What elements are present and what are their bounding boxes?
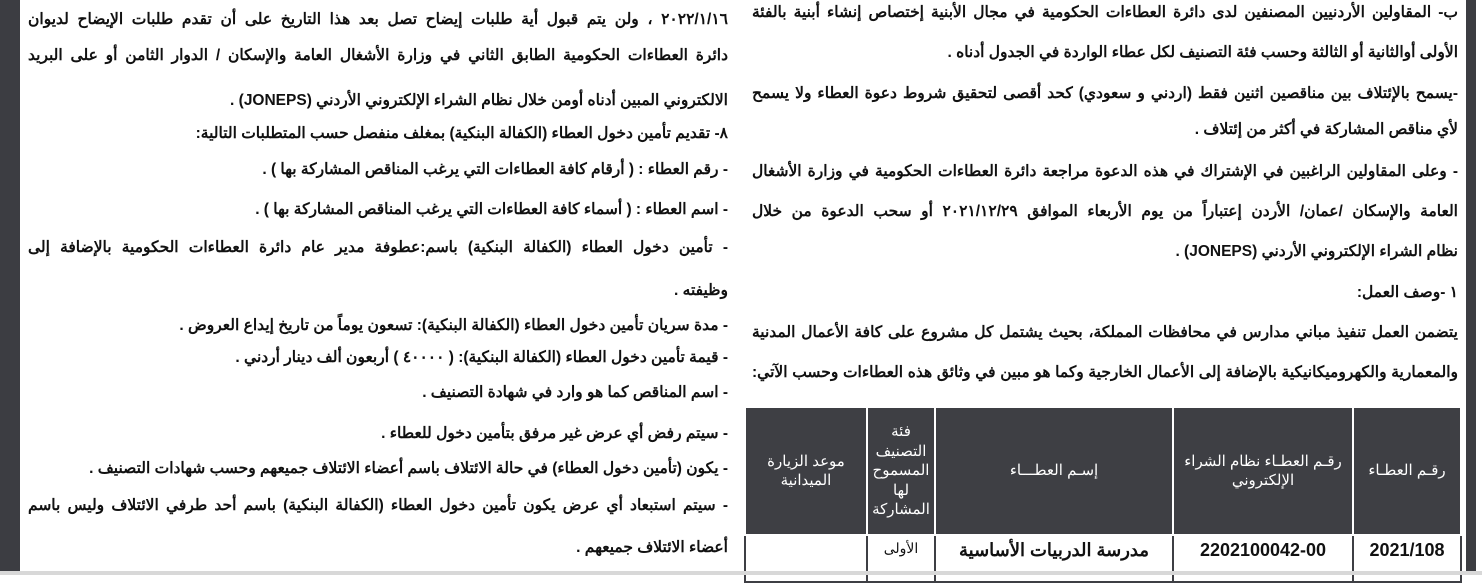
text-line: ب- المقاولين الأردنيين المصنفين لدى دائرة العطاءات الحكومية في مجال الأبنية إختصاص إنشاء أبنية بالفئة xyxy=(752,4,1458,21)
column-divider-bar xyxy=(1466,0,1476,575)
text-line: - تأمين دخول العطاء (الكفالة البنكية) باسم:عطوفة مدير عام دائرة العطاءات الحكومية بالإضافة إلى xyxy=(28,239,728,256)
text-line: العامة والإسكان /عمان/ الأردن إعتباراً من يوم الأربعاء الموافق ٢٠٢١/١٢/٢٩ أو سحب الدعوة من خلال xyxy=(752,203,1458,220)
text-line: - رقم العطاء : ( أرقام كافة العطاءات التي يرغب المناقص المشاركة بها ) . xyxy=(262,161,728,178)
text-line: ٢٠٢٢/١/١٦ ، ولن يتم قبول أية طلبات إيضاح تصل بعد هذا التاريخ على أن تقدم طلبات الإيضاح لديوان xyxy=(28,11,728,28)
text-line: والمعمارية والكهروميكانيكية بالإضافة إلى الأعمال الخارجية وكما هو مبين في وثائق هذه العطاءات وحسب الآتي: xyxy=(752,364,1458,381)
section-heading: ١ -وصف العمل: xyxy=(1356,284,1458,301)
tenders-table xyxy=(744,406,1462,583)
text-line: - اسم المناقص كما هو وارد في شهادة التصنيف . xyxy=(422,384,728,401)
cell-eprocurement-number: 2202100042-00 xyxy=(1173,535,1353,582)
cell-classification: الأولى xyxy=(867,535,935,582)
bottom-edge xyxy=(0,571,1482,575)
header-eprocurement-number: رقـم العطـاء نظام الشراء الإلكتروني xyxy=(1173,407,1353,535)
table-header-row xyxy=(745,407,1461,535)
cell-tender-number: 2021/108 xyxy=(1353,535,1461,582)
text-line: - مدة سريان تأمين دخول العطاء (الكفالة البنكية): تسعون يوماً من تاريخ إيداع العروض . xyxy=(179,317,728,334)
text-line: - يكون (تأمين دخول العطاء) في حالة الائتلاف باسم أعضاء الائتلاف جميعهم وحسب شهادات التصنيف . xyxy=(89,460,728,477)
text-line: دائرة العطاءات الحكومية الطابق الثاني في وزارة الأشغال العامة والإسكان / الدوار الثامن أو على البريد xyxy=(28,47,728,64)
page-edge-bar-left xyxy=(0,0,20,575)
text-line: نظام الشراء الإلكتروني الأردني (JONEPS) . xyxy=(1175,243,1458,260)
text-line: - قيمة تأمين دخول العطاء (الكفالة البنكية): ( ٤٠٠٠٠ ) أربعون ألف دينار أردني . xyxy=(235,349,728,366)
text-line: - سيتم رفض أي عرض غير مرفق بتأمين دخول للعطاء . xyxy=(381,425,728,442)
text-line: -يسمح بالإئتلاف بين مناقصين اثنين فقط (اردني و سعودي) كحد أقصى لتحقيق شروط دعوة العطاء ولا يسمح xyxy=(752,85,1458,102)
text-line: - سيتم استبعاد أي عرض يكون تأمين دخول العطاء (الكفالة البنكية) باسم أحد طرفي الائتلاف وليس باسم xyxy=(28,497,728,514)
cell-tender-name: مدرسة الدربيات الأساسية xyxy=(935,535,1173,582)
header-tender-name: إسـم العطـــاء xyxy=(935,407,1173,535)
text-line: ٨- تقديم تأمين دخول العطاء (الكفالة البنكية) بمغلف منفصل حسب المتطلبات التالية: xyxy=(195,125,728,142)
header-tender-number: رقـم العطـاء xyxy=(1353,407,1461,535)
text-line: الأولى أوالثانية أو الثالثة وحسب فئة التصنيف لكل عطاء الواردة في الجدول أدناه . xyxy=(947,44,1458,61)
text-line: يتضمن العمل تنفيذ مباني مدارس في محافظات المملكة، بحيث يشتمل كل مشروع على كافة الأعمال المدنية xyxy=(752,324,1458,341)
text-line: لأي مناقص المشاركة في أكثر من إئتلاف . xyxy=(1194,121,1458,138)
header-classification: فئة التصنيف المسموح لها المشاركة xyxy=(867,407,935,535)
text-line: أعضاء الائتلاف جميعهم . xyxy=(576,539,728,556)
text-line: - اسم العطاء : ( أسماء كافة العطاءات التي يرغب المناقص المشاركة بها ) . xyxy=(255,201,728,218)
text-line: وظيفته . xyxy=(674,282,728,299)
text-line: - وعلى المقاولين الراغبين في الإشتراك في هذه الدعوة مراجعة دائرة العطاءات الحكومية في وزارة الأشغال xyxy=(752,163,1458,180)
text-line: الالكتروني المبين أدناه أومن خلال نظام الشراء الإلكتروني الأردني (JONEPS) . xyxy=(230,92,728,109)
header-site-visit: موعد الزيارة الميدانية xyxy=(745,407,867,535)
